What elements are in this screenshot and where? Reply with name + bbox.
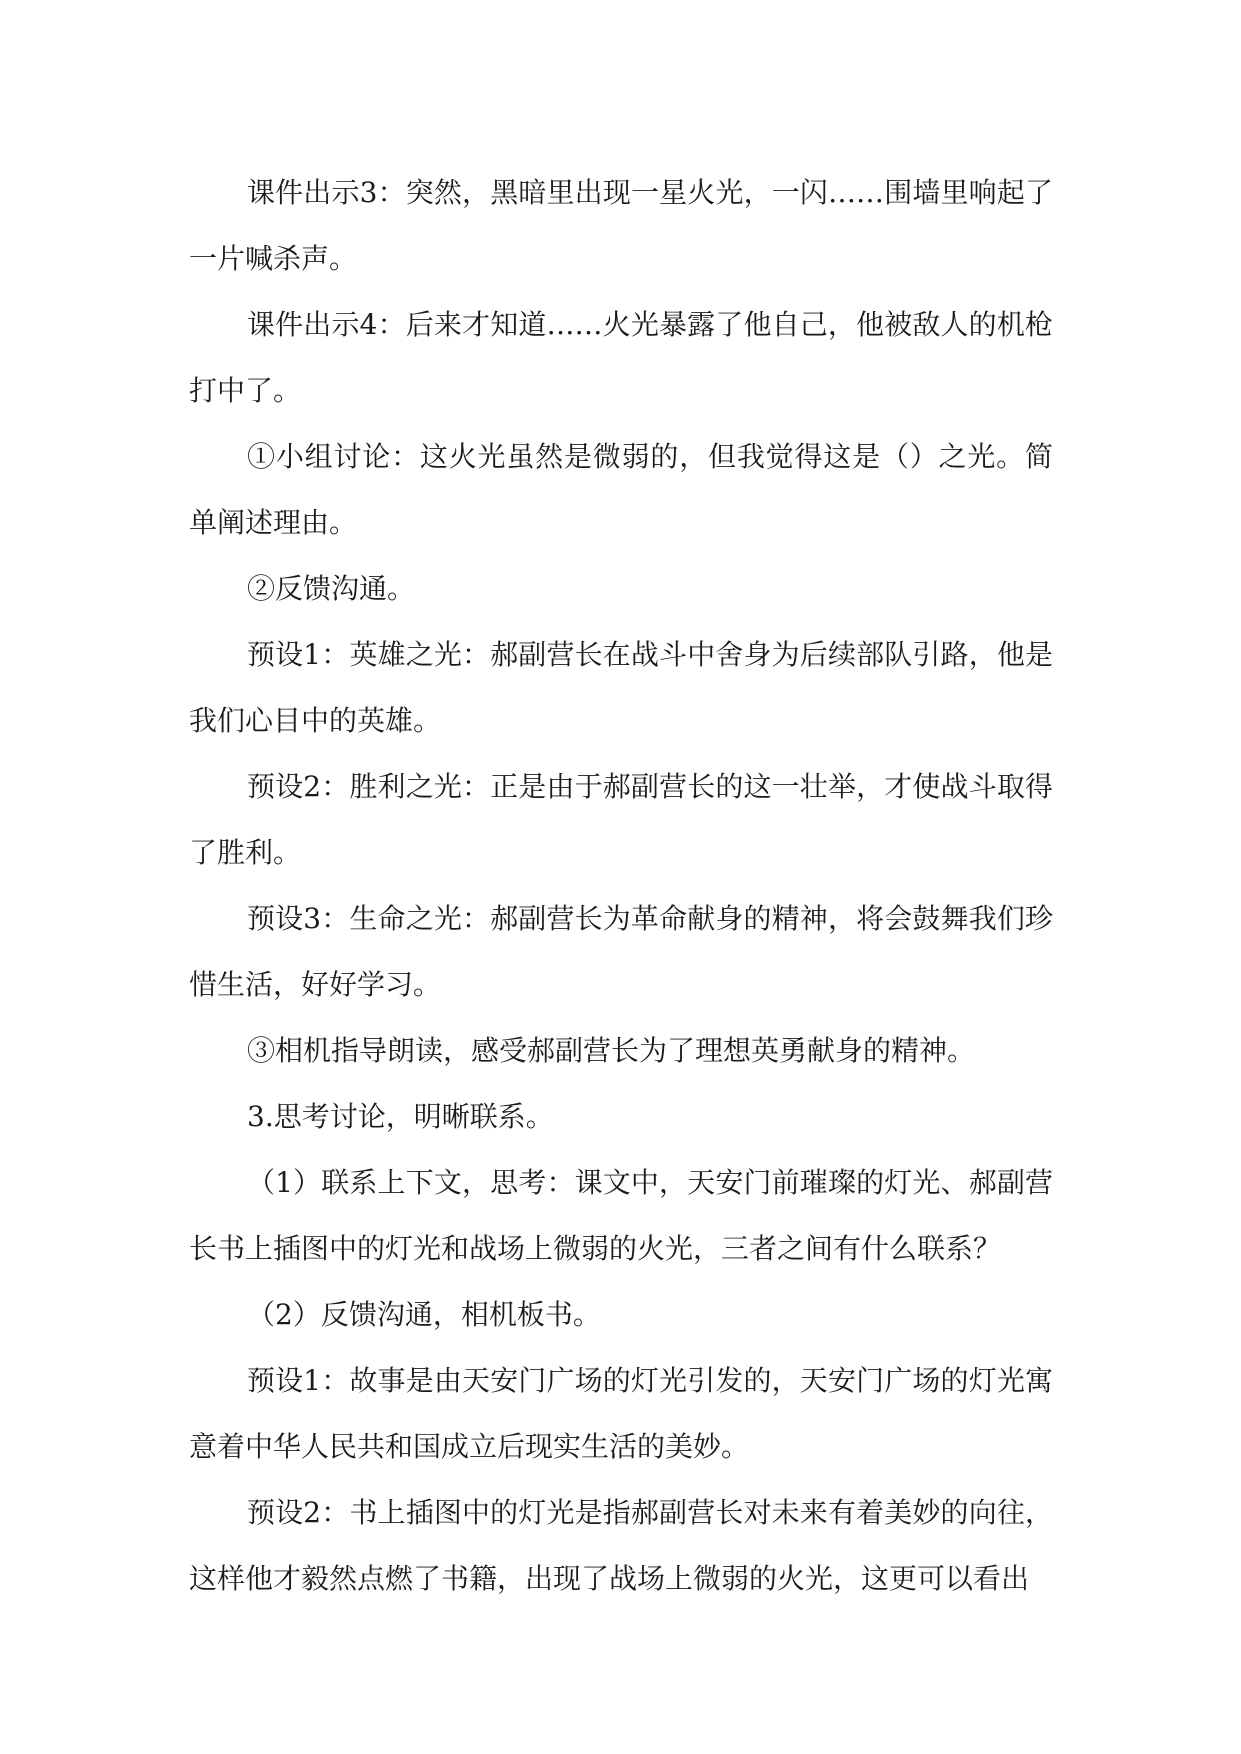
document-body: [189, 160, 1053, 1612]
paragraph: 预设2：胜利之光：正是由于郝副营长的这一壮举，才使战斗取得了胜利。: [189, 770, 1053, 869]
paragraph: 预设1：故事是由天安门广场的灯光引发的，天安门广场的灯光寓意着中华人民共和国成立后现实生活的美妙。: [189, 1364, 1053, 1463]
paragraph: （1）联系上下文，思考：课文中，天安门前璀璨的灯光、郝副营长书上插图中的灯光和战场上微弱的火光，三者之间有什么联系？: [189, 1166, 1053, 1265]
paragraph: 预设1：英雄之光：郝副营长在战斗中舍身为后续部队引路，他是我们心目中的英雄。: [189, 638, 1053, 737]
paragraph: 预设2：书上插图中的灯光是指郝副营长对未来有着美妙的向往，这样他才毅然点燃了书籍，出现了战场上微弱的火光，这更可以看出: [189, 1496, 1053, 1595]
paragraph: ③相机指导朗读，感受郝副营长为了理想英勇献身的精神。: [247, 1034, 976, 1067]
paragraph: 课件出示4：后来才知道……火光暴露了他自己，他被敌人的机枪打中了。: [189, 308, 1053, 407]
paragraph: ②反馈沟通。: [247, 572, 416, 605]
paragraph: 3.思考讨论，明晰联系。: [247, 1100, 554, 1133]
paragraph: （2）反馈沟通，相机板书。: [247, 1298, 601, 1331]
paragraph: ①小组讨论：这火光虽然是微弱的，但我觉得这是（）之光。简单阐述理由。: [189, 440, 1053, 539]
paragraph: 课件出示3：突然，黑暗里出现一星火光，一闪……围墙里响起了一片喊杀声。: [189, 176, 1053, 275]
paragraph: 预设3：生命之光：郝副营长为革命献身的精神，将会鼓舞我们珍惜生活，好好学习。: [189, 902, 1053, 1001]
